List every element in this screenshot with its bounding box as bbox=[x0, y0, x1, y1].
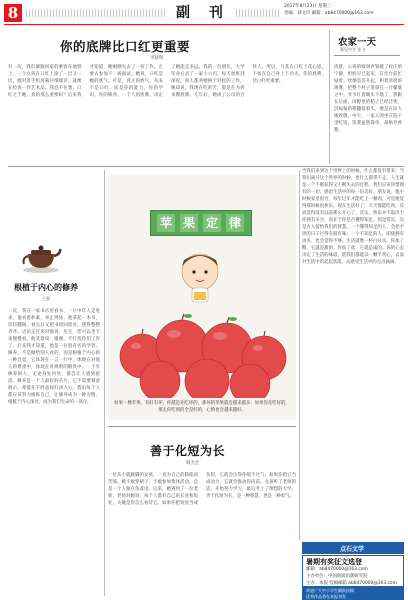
left-column-divider bbox=[104, 170, 105, 596]
article2-author: 王强 bbox=[42, 296, 50, 301]
ad-footer-line1: 欢迎广大中小学生踊跃投稿 bbox=[306, 588, 354, 593]
fable-banner bbox=[150, 210, 252, 236]
article3-body: 一位从小就跛脚的女孩，一直为自己的缺陷而苦恼。她不敢穿裙子，不敢参加集体活动，总是一个人躲在角落里。后来，她遇到了一位老师，老师对她说：每个人都有自己的长处和短处，关键是你怎么看待它。如果你把短处当成负担，它就会压得你喘不过气；如果你把它当成动力，它就会推动你向前。女孩听了老师的话，开始努力学习，最后考上了理想的大学。善于化短为长，是一种智慧，更是一种勇气。 bbox=[108, 473, 296, 506]
article3-author: 韩杰全 bbox=[186, 461, 200, 466]
column-body: 清晨，公鸡的啼叫声划破了村庄的宁静，奶奶早已起床，在灶台前忙碌着。炊烟袅袅升起，和着清晨的薄雾，把整个村子笼罩在一片朦胧之中。爷爷扛着锄头下地了，我跟在后面，田野里的稻子已经泛黄，沉甸甸的稻穗低着头，像是在向大地致敬。中午，一家人围坐在院子里吃饭，饭菜虽然简单，却格外香甜。 bbox=[334, 65, 402, 133]
column-subtitle: 董见中学 张飞 bbox=[340, 47, 366, 52]
banner-char-4: 律 bbox=[226, 214, 244, 232]
fable-caption: 如果一棵苹果，有好有坏，你越是先吃坏的，那坏的苹果就会越来越多；如果你先吃好的，那么你吃到的全是好的，心情也会越来越好。 bbox=[114, 401, 290, 413]
ad-footer-line2: 优秀作品将在本报刊发 bbox=[306, 594, 346, 599]
banner-char-2: 果 bbox=[180, 214, 198, 232]
header-rule bbox=[4, 24, 404, 25]
page-number-badge: 8 bbox=[4, 4, 22, 22]
header-pattern-right bbox=[236, 9, 280, 17]
article1-title: 你的底牌比口红更重要 bbox=[60, 39, 191, 54]
banner-char-3: 定 bbox=[203, 214, 221, 232]
article2-body: 一次，我在一家书店里看书，一位中年人走进来，他衣着朴素，举止得体，他拿起一本书，轻轻翻阅，看完后又把书放回原处，摆得整整齐齐。店员走过来对他说：先生，您可以坐下来慢慢看。他笑着说：谢谢，不打扰你们工作了。后来我才知道，他是一位很有名的学者。修养，不是做给别人看的，而是根植于内心的一种自觉。它体现在一言一行中，体现在对他人的尊重中，体现在对规则的敬畏中。一个有修养的人，无论身处何处，都会让人感到舒适。修养是一个人最好的名片，它不需要刻意展示，却能在不经意间打动人心。我们每个人都应该努力修炼自己，让修养成为一种习惯，根植于内心深处，成为我们生命的一部分。 bbox=[8, 309, 100, 405]
right-column-divider bbox=[299, 170, 300, 540]
banner-char-1: 苹 bbox=[157, 214, 175, 232]
apple-illustration bbox=[112, 236, 292, 398]
header-date: 2017年8月23日 星期三 bbox=[284, 4, 332, 9]
ad-brand: 点石文学 bbox=[340, 546, 365, 553]
section-divider-mid bbox=[108, 426, 296, 427]
column-title: 农家一天 bbox=[338, 37, 377, 48]
article3-title: 善于化短为长 bbox=[150, 444, 226, 458]
header-editor: 责编：刘文玲 邮箱：ab8470000@163.com bbox=[284, 10, 374, 16]
article2-title: 根植于内心的修养 bbox=[14, 282, 78, 292]
right-column-body: 当我们来到这个世界上的时候，什么都没有带来；当我们离开这个世界的时候，也什么都带不走。人生就是一个不断获得又不断失去的过程。我们应该珍惜拥有的一切，感恩生活中的每一份美好。朋友说，他小时候家里很穷，每年过年才能吃上一顿肉，可是他觉得那时候很快乐。现在生活好了，天天都能吃肉，反而觉得没有以前那么开心了。其实，快乐并不取决于你拥有多少，而在于你是否懂得知足。知足常乐，这是古人留给我们的智慧。一个懂得知足的人，会把平淡的日子过得有滋有味；一个不知足的人，即使拥有再多，也会觉得不够。生活就像一杯白开水，你加了糖，它就是甜的；你加了盐，它就是咸的。你的心态决定了生活的味道。愿我们都能以一颗平常心，去面对生活中的起起落落，去感受生活中的点点滴滴。 bbox=[302, 169, 404, 265]
ad-email[interactable]: 邮箱：ab8470000@163.com bbox=[306, 567, 368, 572]
ad-submit-line: 主办：本报 投稿邮箱 ab8470000@163.com bbox=[306, 581, 397, 586]
column-title-rule bbox=[334, 55, 400, 56]
section-divider-top bbox=[8, 166, 404, 167]
teapot-image bbox=[20, 240, 62, 274]
header-info bbox=[284, 4, 374, 17]
ad-organizer: 主办单位：中国新闻出版研究院 bbox=[306, 574, 368, 579]
header-pattern-left bbox=[26, 9, 166, 17]
ad-header bbox=[302, 542, 404, 554]
ad-headline: 暑期有奖征文选登 bbox=[306, 558, 362, 566]
article1-author: 李晓明 bbox=[150, 56, 164, 61]
column-divider bbox=[329, 30, 330, 164]
article1-body: 有一次，我们紧跟回家的乘客在地铁上，一个女孩在口红上涂了一层又一层，她对着手机屏幕仔细端详，就像在检查一件艺术品。我忍不住想，口红之于她，真的那么重要吗？后来我才知道，她刚刚失去了一份工作，正要去参加下一场面试。她说，口红是她的底气。可是，真正的底气，从来不是口红，而是你的能力、你的学识、你的修养。一个人的底牌，决定了她能走多远。我的一位朋友，大学毕业后去了一家小公司，每天加班到深夜，别人都劝她换个轻松的工作，她却说，我现在吃的苦，都是在为将来攒底牌。几年后，她成了公司的合伙人。所以，与其在口红上花心思，不如在自己身上下功夫。你的底牌，比口红更重要。 bbox=[8, 65, 326, 98]
section-title: 副 刊 bbox=[176, 5, 230, 21]
